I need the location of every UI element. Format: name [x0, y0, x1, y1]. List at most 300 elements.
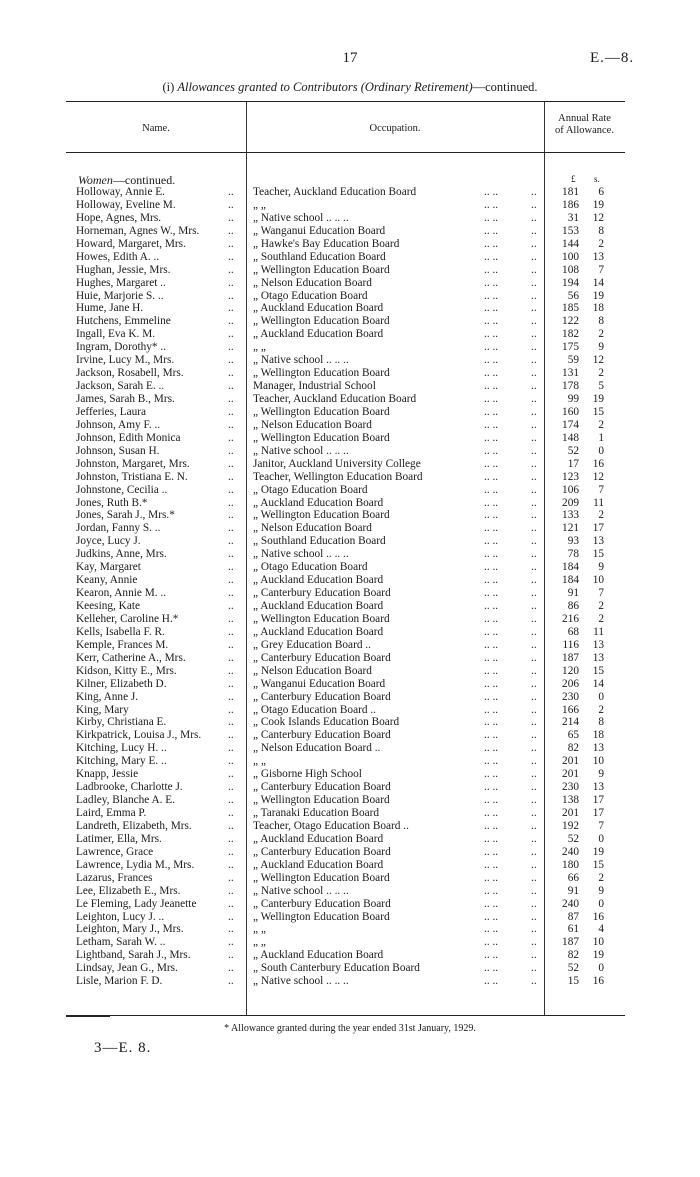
signature-mark: 3—E. 8.	[94, 1040, 152, 1056]
leader-dots: ..	[531, 444, 537, 457]
row-shillings: 2	[598, 871, 604, 884]
leader-dots: .. ..	[484, 289, 499, 302]
row-shillings: 15	[592, 664, 604, 677]
row-pounds: 120	[562, 664, 579, 677]
row-name: Letham, Sarah W. ..	[76, 936, 166, 949]
allowances-table	[66, 101, 625, 1016]
table-row	[66, 975, 625, 988]
leader-dots: ..	[531, 949, 537, 962]
row-name: Keesing, Kate	[76, 600, 140, 612]
row-name: Horneman, Agnes W., Mrs.	[76, 224, 200, 237]
leader-dots: ..	[228, 496, 234, 509]
row-pounds: 192	[562, 819, 579, 832]
table-row	[66, 949, 625, 962]
row-pounds: 201	[562, 755, 579, 768]
leader-dots: ..	[228, 664, 234, 677]
row-name: Lee, Elizabeth E., Mrs.	[76, 884, 181, 897]
row-name: Kelleher, Caroline H.*	[76, 612, 179, 625]
leader-dots: ..	[531, 457, 537, 470]
row-occupation: „ Nelson Education Board	[253, 522, 372, 535]
pounds-unit: £	[571, 174, 576, 184]
leader-dots: ..	[531, 703, 537, 716]
row-pounds: 181	[562, 186, 579, 198]
row-occupation: „ Auckland Education Board	[253, 625, 384, 638]
leader-dots: ..	[228, 910, 234, 923]
row-shillings: 9	[598, 884, 604, 897]
leader-dots: .. ..	[484, 367, 499, 380]
row-pounds: 108	[562, 263, 579, 276]
row-name: Ladley, Blanche A. E.	[76, 794, 176, 807]
row-pounds: 187	[562, 651, 579, 664]
row-pounds: 131	[562, 367, 579, 380]
leader-dots: .. ..	[484, 936, 499, 949]
row-pounds: 31	[567, 211, 579, 224]
row-pounds: 91	[567, 884, 579, 897]
table-row	[66, 548, 625, 561]
table-row	[66, 704, 625, 717]
row-shillings: 4	[598, 923, 604, 936]
leader-dots: .. ..	[484, 561, 499, 574]
leader-dots: ..	[228, 393, 234, 405]
table-row	[66, 277, 625, 290]
row-occupation: „ Otago Education Board ..	[253, 703, 376, 716]
leader-dots: ..	[531, 794, 537, 807]
row-name: Kitching, Mary E. ..	[76, 755, 167, 768]
row-shillings: 14	[592, 276, 604, 289]
row-shillings: 2	[598, 418, 604, 431]
row-pounds: 178	[562, 380, 579, 393]
leader-dots: .. ..	[484, 819, 499, 832]
leader-dots: .. ..	[484, 250, 499, 263]
leader-dots: ..	[228, 949, 234, 962]
row-name: Jordan, Fanny S. ..	[76, 522, 161, 535]
leader-dots: .. ..	[484, 263, 499, 276]
row-name: Kirkpatrick, Louisa J., Mrs.	[76, 729, 202, 742]
row-pounds: 174	[562, 418, 579, 431]
row-occupation: Janitor, Auckland University College	[253, 457, 421, 470]
row-name: Lawrence, Grace	[76, 845, 154, 858]
table-row	[66, 238, 625, 251]
leader-dots: .. ..	[484, 832, 499, 845]
row-occupation: „ Taranaki Education Board	[253, 807, 380, 819]
table-row	[66, 755, 625, 768]
row-name: Johnston, Margaret, Mrs.	[76, 457, 190, 470]
leader-dots: ..	[531, 625, 537, 638]
row-name: Ingram, Dorothy* ..	[76, 341, 167, 354]
leader-dots: ..	[531, 418, 537, 431]
row-shillings: 6	[598, 186, 604, 198]
leader-dots: ..	[228, 535, 234, 548]
row-shillings: 0	[598, 962, 604, 975]
row-occupation: „ Canterbury Education Board	[253, 690, 391, 703]
row-occupation: „ Native school .. .. ..	[253, 444, 349, 457]
leader-dots: .. ..	[484, 858, 499, 871]
leader-dots: ..	[531, 302, 537, 315]
row-occupation: „ Native school .. .. ..	[253, 548, 349, 561]
leader-dots: ..	[228, 457, 234, 470]
leader-dots: ..	[531, 884, 537, 897]
leader-dots: ..	[228, 250, 234, 263]
leader-dots: ..	[531, 845, 537, 858]
row-shillings: 18	[592, 302, 604, 315]
row-shillings: 16	[592, 457, 604, 470]
leader-dots: ..	[531, 755, 537, 768]
leader-dots: ..	[531, 276, 537, 289]
leader-dots: .. ..	[484, 729, 499, 742]
row-name: Howard, Margaret, Mrs.	[76, 237, 186, 250]
row-occupation: „ Native school .. .. ..	[253, 975, 349, 988]
leader-dots: ..	[531, 716, 537, 729]
row-occupation: „ Wellington Education Board	[253, 431, 390, 444]
row-occupation: „ „	[253, 923, 266, 936]
leader-dots: ..	[531, 651, 537, 664]
leader-dots: ..	[228, 923, 234, 936]
leader-dots: .. ..	[484, 625, 499, 638]
row-name: Johnson, Amy F. ..	[76, 418, 161, 431]
row-name: Huie, Marjorie S. ..	[76, 289, 164, 302]
leader-dots: ..	[531, 483, 537, 496]
leader-dots: ..	[228, 509, 234, 522]
section-suffix: —continued.	[112, 173, 176, 187]
row-pounds: 201	[562, 768, 579, 781]
table-row	[66, 665, 625, 678]
row-occupation: Teacher, Auckland Education Board	[253, 393, 417, 405]
row-shillings: 19	[592, 393, 604, 405]
row-pounds: 82	[567, 742, 579, 755]
row-name: Hughes, Margaret ..	[76, 276, 166, 289]
table-row	[66, 587, 625, 600]
leader-dots: .. ..	[484, 548, 499, 561]
leader-dots: ..	[228, 742, 234, 755]
leader-dots: ..	[531, 509, 537, 522]
table-row	[66, 522, 625, 535]
row-pounds: 68	[567, 625, 579, 638]
row-pounds: 240	[562, 897, 579, 910]
leader-dots: ..	[531, 612, 537, 625]
row-shillings: 15	[592, 405, 604, 418]
leader-dots: ..	[531, 975, 537, 988]
table-caption	[0, 80, 700, 95]
row-occupation: „ Otago Education Board	[253, 289, 368, 302]
row-pounds: 166	[562, 703, 579, 716]
leader-dots: ..	[228, 470, 234, 483]
leader-dots: .. ..	[484, 871, 499, 884]
leader-dots: .. ..	[484, 315, 499, 328]
leader-dots: ..	[531, 923, 537, 936]
leader-dots: .. ..	[484, 600, 499, 612]
row-occupation: „ Native school .. .. ..	[253, 884, 349, 897]
row-occupation: „ Auckland Education Board	[253, 832, 384, 845]
row-shillings: 13	[592, 781, 604, 794]
row-occupation: „ Auckland Education Board	[253, 858, 384, 871]
row-pounds: 52	[567, 962, 579, 975]
row-pounds: 123	[562, 470, 579, 483]
leader-dots: ..	[531, 341, 537, 354]
row-name: Howes, Edith A. ..	[76, 250, 160, 263]
row-pounds: 187	[562, 936, 579, 949]
leader-dots: ..	[531, 198, 537, 211]
row-shillings: 11	[593, 625, 604, 638]
table-row	[66, 471, 625, 484]
row-occupation: „ Auckland Education Board	[253, 949, 384, 962]
table-row	[66, 264, 625, 277]
row-shillings: 7	[598, 483, 604, 496]
leader-dots: ..	[531, 496, 537, 509]
leader-dots: ..	[228, 858, 234, 871]
row-name: Kearon, Annie M. ..	[76, 587, 167, 600]
page-code: E.—8.	[590, 50, 635, 66]
leader-dots: .. ..	[484, 380, 499, 393]
row-occupation: „ Auckland Education Board	[253, 328, 384, 341]
row-shillings: 8	[598, 224, 604, 237]
row-pounds: 121	[562, 522, 579, 535]
row-name: Hutchens, Emmeline	[76, 315, 171, 328]
row-occupation: „ Nelson Education Board	[253, 276, 372, 289]
row-occupation: Teacher, Wellington Education Board	[253, 470, 423, 483]
row-pounds: 186	[562, 198, 579, 211]
row-name: Johnstone, Cecilia ..	[76, 483, 168, 496]
leader-dots: ..	[228, 444, 234, 457]
shillings-unit: s.	[594, 174, 600, 184]
leader-dots: .. ..	[484, 418, 499, 431]
leader-dots: .. ..	[484, 690, 499, 703]
row-occupation: „ Wellington Education Board	[253, 910, 390, 923]
leader-dots: ..	[228, 574, 234, 587]
leader-dots: ..	[228, 651, 234, 664]
leader-dots: ..	[228, 263, 234, 276]
leader-dots: .. ..	[484, 794, 499, 807]
leader-dots: .. ..	[484, 186, 499, 198]
leader-dots: ..	[531, 897, 537, 910]
table-row	[66, 833, 625, 846]
leader-dots: .. ..	[484, 755, 499, 768]
row-shillings: 0	[598, 832, 604, 845]
row-occupation: „ Canterbury Education Board	[253, 587, 391, 600]
leader-dots: ..	[228, 755, 234, 768]
table-row	[66, 225, 625, 238]
row-occupation: „ Wanganui Education Board	[253, 677, 386, 690]
row-name: Judkins, Anne, Mrs.	[76, 548, 167, 561]
leader-dots: .. ..	[484, 677, 499, 690]
row-occupation: „ Wellington Education Board	[253, 367, 390, 380]
leader-dots: ..	[228, 625, 234, 638]
row-pounds: 15	[567, 975, 579, 988]
caption-suffix: —continued.	[472, 80, 538, 94]
leader-dots: ..	[228, 600, 234, 612]
leader-dots: .. ..	[484, 962, 499, 975]
footnote: * Allowance granted during the year ended 31st January, 1929.	[224, 1023, 476, 1034]
row-shillings: 19	[592, 198, 604, 211]
row-pounds: 61	[567, 923, 579, 936]
row-name: Lazarus, Frances	[76, 871, 153, 884]
row-occupation: „ Canterbury Education Board	[253, 897, 391, 910]
table-row	[66, 923, 625, 936]
leader-dots: ..	[228, 794, 234, 807]
leader-dots: .. ..	[484, 302, 499, 315]
leader-dots: ..	[531, 962, 537, 975]
leader-dots: ..	[531, 393, 537, 405]
row-pounds: 78	[567, 548, 579, 561]
leader-dots: ..	[531, 405, 537, 418]
row-name: Jones, Sarah J., Mrs.*	[76, 509, 175, 522]
caption-prefix: (i)	[162, 80, 178, 94]
row-shillings: 17	[592, 807, 604, 819]
row-occupation: „ Wanganui Education Board	[253, 224, 386, 237]
row-name: Joyce, Lucy J.	[76, 535, 141, 548]
row-name: Lindsay, Jean G., Mrs.	[76, 962, 178, 975]
leader-dots: .. ..	[484, 483, 499, 496]
row-name: King, Anne J.	[76, 690, 139, 703]
column-header-rate-line1: Annual Rate	[558, 113, 611, 124]
leader-dots: ..	[531, 263, 537, 276]
row-occupation: „ Otago Education Board	[253, 561, 368, 574]
row-shillings: 12	[592, 354, 604, 367]
row-pounds: 184	[562, 561, 579, 574]
row-shillings: 8	[598, 315, 604, 328]
leader-dots: .. ..	[484, 509, 499, 522]
table-row	[66, 691, 625, 704]
leader-dots: .. ..	[484, 574, 499, 587]
row-occupation: „ Canterbury Education Board	[253, 729, 391, 742]
table-row	[66, 652, 625, 665]
leader-dots: .. ..	[484, 884, 499, 897]
row-pounds: 86	[567, 600, 579, 612]
row-shillings: 13	[592, 250, 604, 263]
leader-dots: ..	[228, 703, 234, 716]
row-occupation: „ Auckland Education Board	[253, 302, 384, 315]
row-shillings: 13	[592, 742, 604, 755]
row-name: Kay, Margaret	[76, 561, 141, 574]
row-shillings: 7	[598, 819, 604, 832]
row-occupation: „ Auckland Education Board	[253, 600, 384, 612]
leader-dots: .. ..	[484, 845, 499, 858]
leader-dots: .. ..	[484, 444, 499, 457]
row-shillings: 19	[592, 845, 604, 858]
row-occupation: „ South Canterbury Education Board	[253, 962, 420, 975]
table-row	[66, 445, 625, 458]
table-row	[66, 846, 625, 859]
row-occupation: „ Auckland Education Board	[253, 496, 384, 509]
row-shillings: 2	[598, 612, 604, 625]
table-row	[66, 678, 625, 691]
row-shillings: 19	[592, 289, 604, 302]
leader-dots: ..	[228, 548, 234, 561]
leader-dots: ..	[531, 574, 537, 587]
leader-dots: ..	[228, 807, 234, 819]
leader-dots: .. ..	[484, 742, 499, 755]
row-name: James, Sarah B., Mrs.	[76, 393, 175, 405]
row-occupation: „ Hawke's Bay Education Board	[253, 237, 400, 250]
leader-dots: ..	[228, 380, 234, 393]
table-row	[66, 458, 625, 471]
row-occupation: „ „	[253, 341, 266, 354]
divider	[66, 1016, 110, 1017]
leader-dots: .. ..	[484, 224, 499, 237]
leader-dots: ..	[228, 677, 234, 690]
leader-dots: .. ..	[484, 664, 499, 677]
row-shillings: 7	[598, 263, 604, 276]
page-number: 17	[342, 50, 358, 66]
table-row	[66, 807, 625, 820]
leader-dots: ..	[228, 819, 234, 832]
row-shillings: 10	[592, 936, 604, 949]
leader-dots: .. ..	[484, 276, 499, 289]
row-shillings: 17	[592, 794, 604, 807]
leader-dots: ..	[228, 612, 234, 625]
row-occupation: „ Native school .. .. ..	[253, 211, 349, 224]
table-row	[66, 251, 625, 264]
leader-dots: ..	[228, 845, 234, 858]
leader-dots: ..	[228, 211, 234, 224]
row-name: Jones, Ruth B.*	[76, 496, 148, 509]
leader-dots: ..	[531, 858, 537, 871]
row-name: Kemple, Frances M.	[76, 638, 169, 651]
leader-dots: ..	[228, 897, 234, 910]
table-row	[66, 290, 625, 303]
leader-dots: ..	[531, 315, 537, 328]
table-row	[66, 419, 625, 432]
row-occupation: Teacher, Otago Education Board ..	[253, 819, 409, 832]
row-pounds: 116	[562, 638, 579, 651]
row-shillings: 0	[598, 690, 604, 703]
table-row	[66, 574, 625, 587]
row-name: Holloway, Eveline M.	[76, 198, 176, 211]
table-row	[66, 600, 625, 613]
row-pounds: 52	[567, 444, 579, 457]
leader-dots: ..	[228, 561, 234, 574]
leader-dots: .. ..	[484, 522, 499, 535]
row-pounds: 201	[562, 807, 579, 819]
leader-dots: ..	[531, 186, 537, 198]
leader-dots: ..	[531, 819, 537, 832]
row-occupation: „ Grey Education Board ..	[253, 638, 371, 651]
row-pounds: 138	[562, 794, 579, 807]
leader-dots: ..	[228, 638, 234, 651]
table-row	[66, 626, 625, 639]
leader-dots: ..	[228, 936, 234, 949]
row-occupation: „ Wellington Education Board	[253, 315, 390, 328]
table-row	[66, 497, 625, 510]
row-name: Jefferies, Laura	[76, 405, 147, 418]
row-occupation: „ Southland Education Board	[253, 250, 386, 263]
row-name: Hope, Agnes, Mrs.	[76, 211, 162, 224]
leader-dots: ..	[531, 237, 537, 250]
leader-dots: ..	[531, 781, 537, 794]
leader-dots: ..	[531, 871, 537, 884]
leader-dots: ..	[228, 522, 234, 535]
table-row	[66, 561, 625, 574]
row-shillings: 13	[592, 651, 604, 664]
leader-dots: ..	[228, 832, 234, 845]
leader-dots: .. ..	[484, 431, 499, 444]
leader-dots: ..	[531, 638, 537, 651]
row-pounds: 184	[562, 574, 579, 587]
row-occupation: Manager, Industrial School	[253, 380, 376, 393]
table-row	[66, 406, 625, 419]
row-name: Lightband, Sarah J., Mrs.	[76, 949, 191, 962]
leader-dots: ..	[531, 910, 537, 923]
row-pounds: 148	[562, 431, 579, 444]
table-row	[66, 328, 625, 341]
row-shillings: 2	[598, 237, 604, 250]
leader-dots: ..	[228, 975, 234, 988]
row-pounds: 17	[567, 457, 579, 470]
table-row	[66, 639, 625, 652]
leader-dots: .. ..	[484, 807, 499, 819]
leader-dots: ..	[228, 781, 234, 794]
leader-dots: ..	[531, 729, 537, 742]
row-pounds: 100	[562, 250, 579, 263]
